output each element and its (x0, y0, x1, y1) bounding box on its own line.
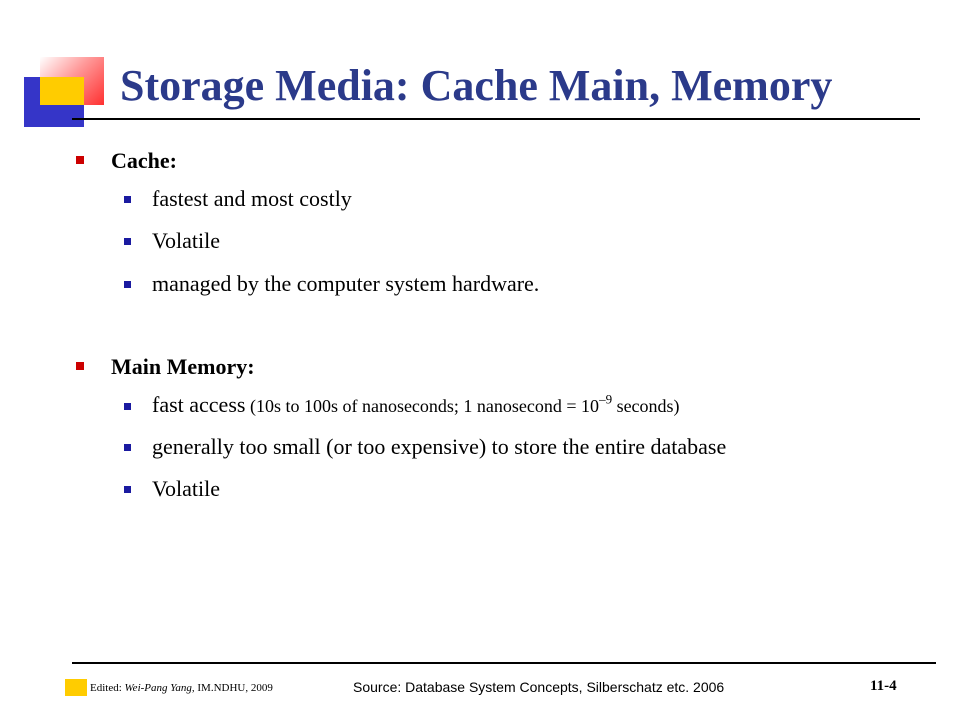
bullet-icon (76, 156, 84, 164)
fast-access-lead: fast access (152, 392, 246, 417)
fast-access-tail: seconds) (612, 396, 680, 416)
sub-bullet-icon (124, 486, 131, 493)
fast-access-detail: (10s to 100s of nanoseconds; 1 nanosecond = 10 (245, 396, 600, 416)
list-item: Volatile (152, 228, 221, 253)
footer-source: Source: Database System Concepts, Silberschatz etc. 2006 (353, 679, 725, 695)
sub-bullet-icon (124, 196, 131, 203)
footer-edited-label: Edited: (90, 682, 125, 694)
list-item: generally too small (or too expensive) to store the entire database (152, 434, 727, 459)
list-item: fastest and most costly (152, 186, 352, 211)
footer-edited (90, 682, 273, 694)
slide-title: Storage Media: Cache Main, Memory (120, 61, 833, 110)
list-item-fast-access (152, 391, 680, 417)
decoration-yellow-square (40, 77, 84, 105)
list-item: managed by the computer system hardware. (152, 271, 540, 296)
title-underline (72, 118, 920, 120)
list-item: Volatile (152, 476, 221, 501)
sub-bullet-icon (124, 238, 131, 245)
section-heading-cache: Cache: (111, 148, 177, 173)
sub-bullet-icon (124, 444, 131, 451)
footer-yellow-marker (65, 679, 87, 696)
footer-author: Wei-Pang Yang, (124, 682, 195, 694)
footer-affiliation: IM.NDHU, 2009 (194, 682, 273, 694)
footer-rule (72, 662, 936, 664)
fast-access-exponent: –9 (599, 391, 613, 407)
bullet-icon (76, 362, 84, 370)
page-number: 11-4 (870, 678, 897, 694)
sub-bullet-icon (124, 281, 131, 288)
section-heading-main-memory: Main Memory: (111, 354, 255, 379)
sub-bullet-icon (124, 403, 131, 410)
